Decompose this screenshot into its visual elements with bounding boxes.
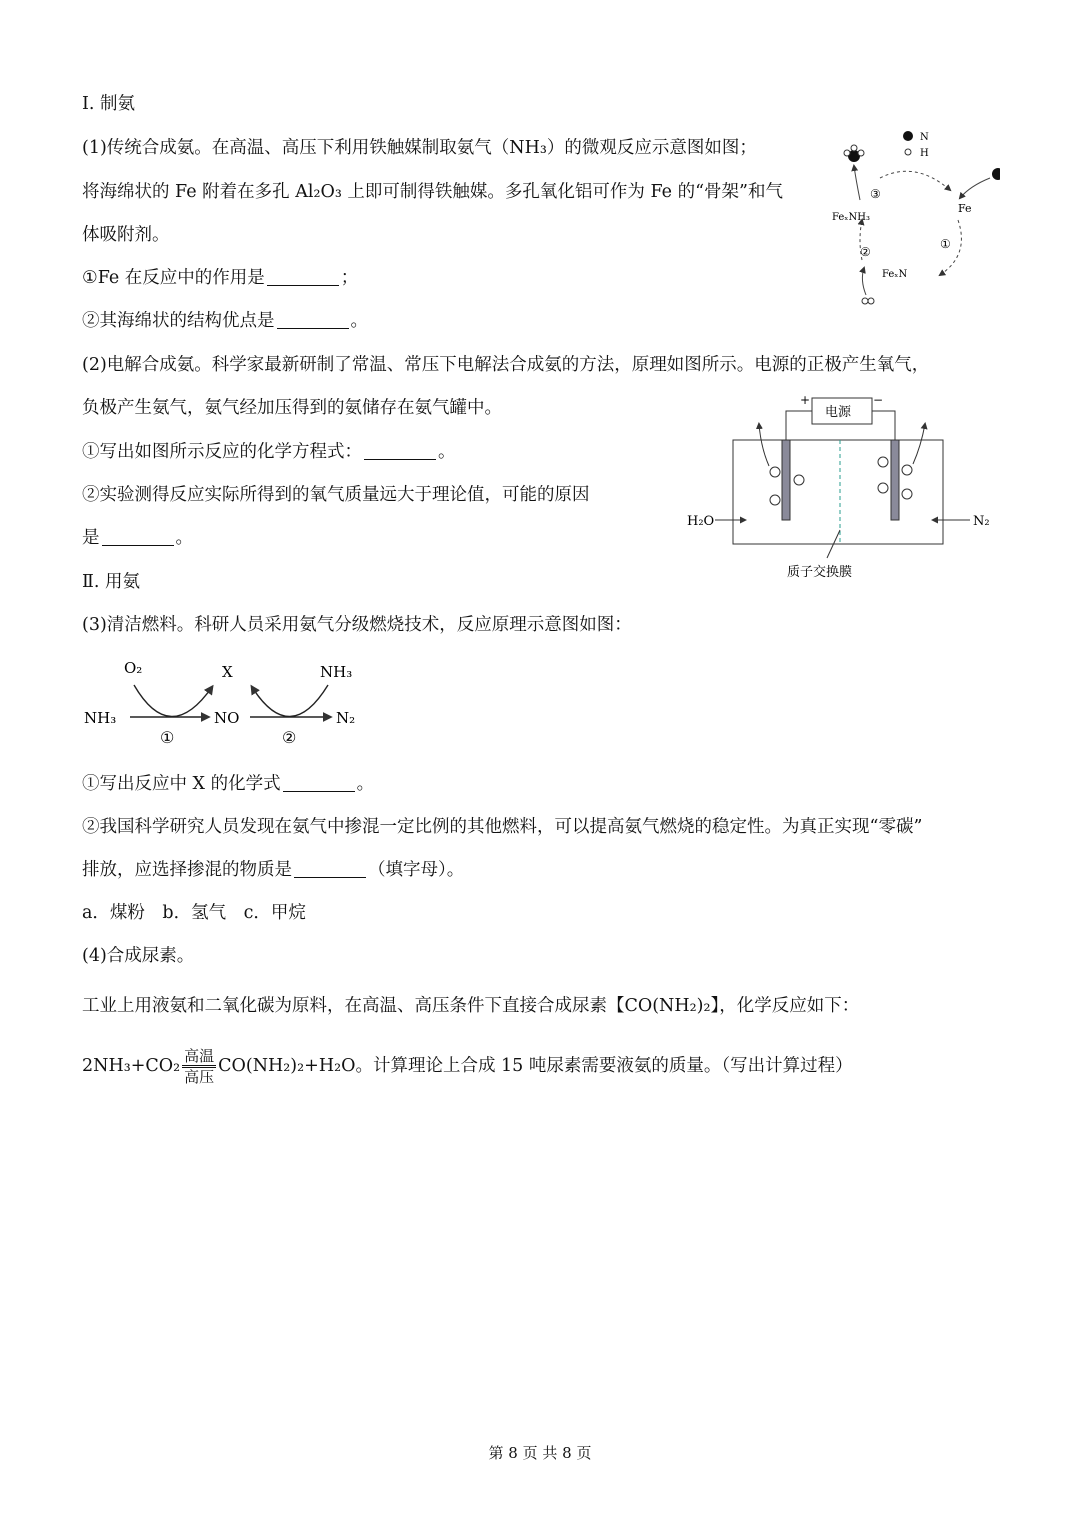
electrolysis-cell-diagram [685,390,1000,585]
q2-a-end: 。 [438,442,456,462]
legend-n-label: N [920,132,929,143]
q3-a-text: ①写出反应中 X 的化学式 [82,774,281,794]
q2-b: ②实验测得反应实际所得到的氧气质量远大于理论值，可能的原因 [82,485,590,505]
q2-c [82,526,193,550]
q4-tail: 。计算理论上合成 15 吨尿素需要液氨的质量。（写出计算过程） [355,1056,853,1076]
q3-a-end: 。 [356,774,375,794]
flow-no: NO [214,709,240,727]
q1-a [82,266,358,290]
q1-a-text: ①Fe 在反应中的作用是 [82,268,265,288]
q3-c-end: （填字母）。 [368,860,465,880]
q3-c [82,858,464,882]
flow-step-1: ① [160,728,175,747]
power-label: 电源 [825,405,852,420]
plus-sign: + [800,393,811,407]
q2-c-end: 。 [175,528,193,548]
membrane-label: 质子交换膜 [787,565,853,580]
q1-line-1: (1)传统合成氨。在高温、高压下利用铁触媒制取氨气（NH₃）的微观反应示意图如图； [82,138,757,158]
q3-b: ②我国科学研究人员发现在氨气中掺混一定比例的其他燃料，可以提高氨气燃烧的稳定性。为真正实现“零碳” [82,817,923,837]
q1-line-3: 体吸附剂。 [82,225,170,245]
cond-bottom: 高压 [184,1068,215,1086]
q3-a [82,772,374,796]
eq-left: 2NH₃+CO₂ [82,1056,181,1076]
h2o-inlet: H₂O [687,514,715,529]
flow-step-2: ② [282,728,297,747]
q2-a [82,440,456,464]
legend-h-label: H [920,148,929,159]
flow-o2: O₂ [124,659,143,677]
cathode [891,440,899,520]
eq-condition [182,1047,216,1086]
page-footer: 第 8 页 共 8 页 [488,1444,592,1462]
q4-title: (4)合成尿素。 [82,946,195,966]
cycle-step-3: ③ [870,187,881,201]
answer-blank[interactable] [283,773,355,792]
section-title-2: Ⅱ. 用氨 [82,572,141,592]
answer-blank[interactable] [102,527,174,546]
q3-line-1: (3)清洁燃料。科研人员采用氨气分级燃烧技术，反应原理示意图如图： [82,615,632,635]
cycle-fen: FeₓN [882,269,908,280]
anode [782,440,790,520]
cycle-step-1: ① [940,237,951,251]
q3-options: a．煤粉 b．氢气 c．甲烷 [82,903,306,923]
q1-b-end: 。 [350,311,368,331]
q2-c-text: 是 [82,528,100,548]
q3-c-text: 排放，应选择掺混的物质是 [82,860,292,880]
flow-nh3-top: NH₃ [320,663,353,681]
flow-n2: N₂ [336,709,356,727]
answer-blank[interactable] [277,310,349,329]
minus-sign: − [873,393,884,407]
flow-nh3-in: NH₃ [84,709,117,727]
flow-x: X [222,663,233,681]
q1-a-end: ； [340,268,359,288]
answer-blank[interactable] [364,441,436,460]
q2-a-text: ①写出如图所示反应的化学方程式： [82,442,362,462]
answer-blank[interactable] [294,859,366,878]
cycle-fenh3: FeₓNH₃ [832,212,871,223]
legend-n-dot [903,131,913,141]
q2-line-2: 负极产生氨气，氨气经加压得到的氨储存在氨气罐中。 [82,398,502,418]
combustion-flow-diagram [80,655,380,750]
eq-right: CO(NH₂)₂+H₂O [218,1056,356,1076]
cond-top: 高温 [182,1047,216,1068]
answer-blank[interactable] [267,267,339,286]
q1-line-2: 将海绵状的 Fe 附着在多孔 Al₂O₃ 上即可制得铁触媒。多孔氧化铝可作为 Fe 的“骨架”和气 [82,182,783,202]
q2-line-1: (2)电解合成氨。科学家最新研制了常温、常压下电解法合成氨的方法，原理如图所示。电源的正极产生氧气， [82,355,930,375]
q4-equation [82,1046,853,1086]
legend-h-dot [905,149,911,155]
q1-b-text: ②其海绵状的结构优点是 [82,311,275,331]
cycle-step-2: ② [860,245,871,259]
q1-b [82,309,368,333]
q4-line-1: 工业上用液氨和二氧化碳为原料，在高温、高压条件下直接合成尿素【CO(NH₂)₂】，化学反应如下： [82,996,860,1016]
n2-inlet: N₂ [973,514,990,529]
section-title-1: Ⅰ. 制氨 [82,94,136,114]
catalyst-cycle-diagram [820,120,1000,310]
cycle-fe: Fe [958,202,972,215]
